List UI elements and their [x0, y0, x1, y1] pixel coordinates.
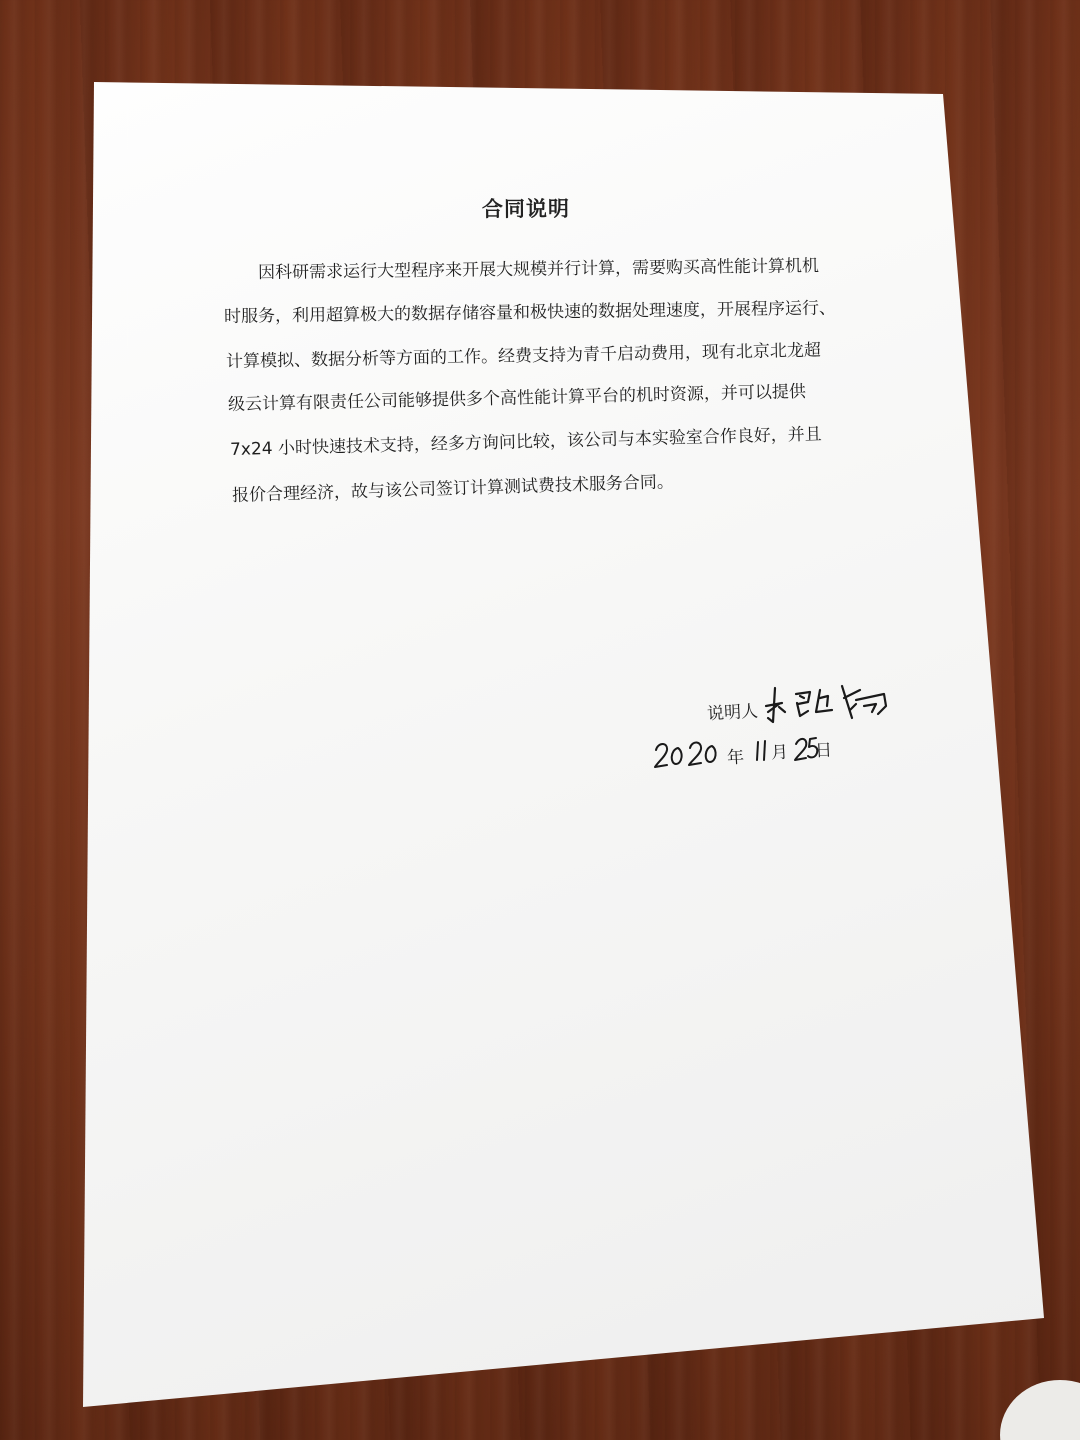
handwritten-signature: [760, 676, 900, 726]
date-month-unit: 月: [770, 742, 789, 764]
paragraph-line-4: 级云计算有限责任公司能够提供多个高性能计算平台的机时资源，并可以提供: [227, 381, 807, 415]
date-values: [0, 0, 1, 1]
paragraph-line-1: 因科研需求运行大型程序来开展大规模并行计算，需要购买高性能计算机机: [257, 256, 820, 283]
document-title: 合同说明: [481, 196, 571, 222]
date-day-unit: 日: [814, 740, 833, 762]
date-year: [0, 0, 1, 1]
paragraph-line-2: 时服务，利用超算极大的数据存储容量和极快速的数据处理速度，开展程序运行、: [223, 298, 837, 327]
handwritten-year: [652, 734, 724, 774]
paragraph-line-6: 报价合理经济，故与该公司签订计算测试费技术服务合同。: [231, 472, 675, 506]
paragraph-line-3: 计算模拟、数据分析等方面的工作。经费支持为青千启动费用，现有北京北龙超: [225, 340, 822, 372]
paragraph-line-5: 7x24 小时快速技术支持，经多方询问比较，该公司与本实验室合作良好，并且: [229, 424, 823, 460]
date-year-unit: 年: [726, 747, 745, 769]
signatory-label: 说明人: [706, 701, 759, 725]
